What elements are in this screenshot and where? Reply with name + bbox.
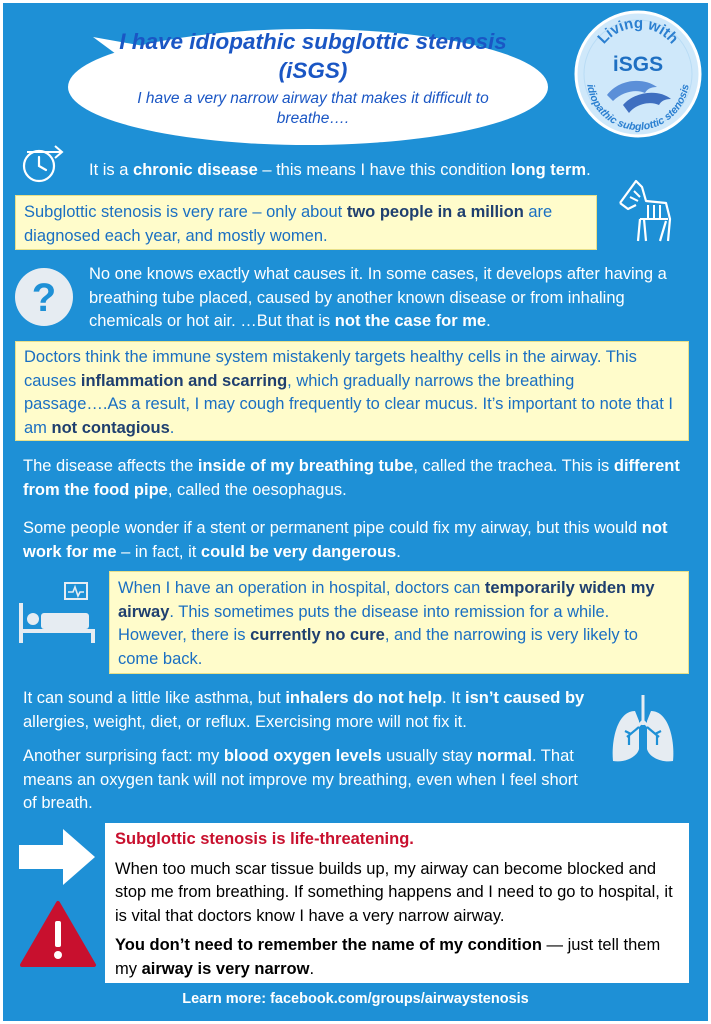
zebra-icon xyxy=(610,173,676,245)
oxygen-paragraph: Another surprising fact: my blood oxygen levels usually stay normal. That means an oxygen tank will not improve my breathing, even when I feel short of breath. xyxy=(23,747,578,812)
operation-box xyxy=(109,571,689,674)
hospital-bed-icon xyxy=(17,581,99,645)
bubble-subtitle: I have a very narrow airway that makes it difficult to breathe…. xyxy=(137,90,489,127)
rarity-box xyxy=(15,195,597,250)
operation-text: When I have an operation in hospital, doctors can temporarily widen my airway. This sometimes puts the disease into remission for a while. However, there is currently no cure, and the narrowing is very likely to come back. xyxy=(118,579,655,668)
warning-triangle-icon xyxy=(19,899,97,969)
warning-box xyxy=(105,823,689,983)
arrow-right-icon xyxy=(17,827,97,887)
question-icon xyxy=(13,266,75,328)
chronic-paragraph: It is a chronic disease – this means I have this condition long term. xyxy=(89,161,591,179)
immune-box xyxy=(15,341,689,441)
immune-text: Doctors think the immune system mistakenly targets healthy cells in the airway. This causes inflammation and scarring, which gradually narrows the breathing passage….As a result, I may cough frequently to clear mucus. It’s important to note that I am not contagious. xyxy=(24,348,674,437)
warning-body: When too much scar tissue builds up, my airway can become blocked and stop me from breathing. If something happens and I need to go to hospital, it is vital that doctors know I have a very narrow airway. xyxy=(115,859,673,925)
footer-link[interactable]: Learn more: facebook.com/groups/airwaystenosis xyxy=(182,991,529,1007)
rarity-text: Subglottic stenosis is very rare – only about two people in a million are diagnosed each year, and mostly women. xyxy=(24,203,553,245)
isgs-logo xyxy=(573,9,703,139)
warning-tip: You don’t need to remember the name of my condition — just tell them my airway is very narrow. xyxy=(115,936,661,978)
lungs-icon xyxy=(607,691,679,767)
cause-paragraph: No one knows exactly what causes it. In some cases, it develops after having a breathing tube placed, caused by another known disease or from inhaling chemicals or hot air. …But that is not the case for me. xyxy=(89,265,667,330)
logo-main-text: iSGS xyxy=(612,53,664,76)
trachea-paragraph: The disease affects the inside of my breathing tube, called the trachea. This is different from the food pipe, called the oesophagus. xyxy=(23,457,680,499)
asthma-paragraph: It can sound a little like asthma, but inhalers do not help. It isn’t caused by allergies, weight, diet, or reflux. Exercising more will not fix it. xyxy=(23,689,585,731)
stent-paragraph: Some people wonder if a stent or permanent pipe could fix my airway, but this would not work for me – in fact, it could be very dangerous. xyxy=(23,519,668,561)
svg-text:?: ? xyxy=(31,276,57,320)
logo-bottom-text: idiopathic subglottic stenosis xyxy=(584,83,692,134)
clock-arrow-icon xyxy=(17,140,69,186)
info-poster xyxy=(3,3,708,1021)
bubble-content xyxy=(98,27,528,129)
logo-top-text: Living with xyxy=(594,14,682,48)
warning-heading: Subglottic stenosis is life-threatening. xyxy=(115,830,414,848)
bubble-title: I have idiopathic subglottic stenosis (iSGS) xyxy=(119,29,507,83)
